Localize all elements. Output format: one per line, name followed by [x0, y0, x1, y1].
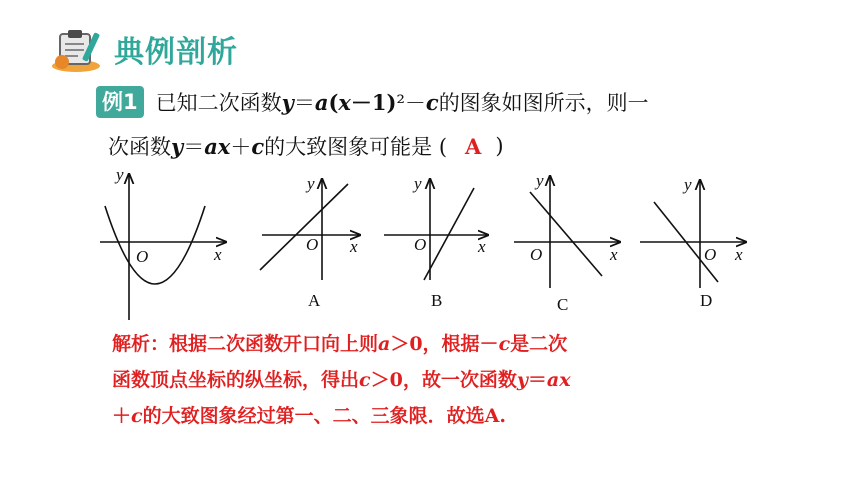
- solution-run: ＞0，根据－: [390, 333, 499, 355]
- equation-run: －: [404, 91, 426, 115]
- solution-run: 函数顶点坐标的纵坐标，得出: [112, 369, 360, 391]
- option-label-c: C: [557, 295, 569, 314]
- equation-run: x: [338, 90, 351, 115]
- equation-run: y: [171, 134, 184, 159]
- solution-run: 的大致图象经过第一、二、三象限．故选A.: [142, 405, 506, 427]
- origin-label: O: [306, 235, 319, 254]
- solution-run: 是二次: [510, 333, 568, 355]
- origin-label: O: [704, 245, 717, 264]
- quadratic-equation: [282, 87, 439, 117]
- solution-run: y: [516, 369, 528, 391]
- equation-run: c: [251, 134, 265, 159]
- axis-label-x: x: [735, 245, 743, 264]
- graph-option-a: [260, 174, 360, 310]
- axis-label-y: y: [684, 175, 692, 194]
- question-text-2b: 的大致图象可能是 (: [264, 135, 448, 159]
- axis-label-x: x: [214, 245, 222, 264]
- solution-run: a: [378, 333, 391, 355]
- question-text-1b: 的图象如图所示，则一: [438, 91, 649, 115]
- solution-run: c: [131, 405, 143, 427]
- solution-run: ＋: [112, 405, 132, 427]
- question-text-2c: ): [495, 134, 504, 158]
- graph-option-b: [384, 174, 488, 310]
- solution-line-1: [112, 326, 752, 362]
- solution-run: ＝: [527, 369, 547, 391]
- axis-label-x: x: [478, 237, 486, 256]
- graph-option-d: [640, 175, 746, 310]
- axis-label-y: y: [307, 174, 315, 193]
- option-label-b: B: [431, 291, 443, 310]
- example-badge: 例1: [96, 86, 144, 118]
- axis-label-x: x: [350, 237, 358, 256]
- answer-choice: A: [465, 133, 482, 159]
- solution-run: c: [359, 369, 371, 391]
- solution-run: ＞0，故一次函数: [370, 369, 517, 391]
- question-text-2a: 次函数: [108, 135, 171, 159]
- equation-run: a: [314, 90, 329, 115]
- equation-run: c: [425, 90, 439, 115]
- option-label-a: A: [308, 291, 321, 310]
- section-header: [50, 24, 238, 74]
- axis-label-y: y: [116, 165, 124, 184]
- equation-run: ＝: [183, 135, 205, 159]
- equation-run: ax: [204, 134, 231, 159]
- solution-text: [112, 326, 752, 434]
- solution-line-3: [112, 398, 752, 434]
- equation-run: y: [281, 90, 294, 115]
- question-text-1a: 已知二次函数: [155, 91, 282, 115]
- equation-run: ＋: [230, 135, 252, 159]
- axis-label-x: x: [610, 245, 618, 264]
- question-line-1: [96, 86, 649, 118]
- solution-run: c: [498, 333, 511, 355]
- section-title: 典例剖析: [114, 35, 238, 70]
- solution-run: 解析：根据二次函数开口向上则: [112, 333, 379, 355]
- solution-run: ax: [546, 369, 571, 391]
- question-line-2: [108, 130, 504, 162]
- solution-line-2: [112, 362, 752, 398]
- equation-run: (: [328, 90, 339, 115]
- axis-label-y: y: [414, 174, 422, 193]
- origin-label: O: [530, 245, 543, 264]
- origin-label: O: [136, 247, 149, 266]
- clipboard-pencil-icon: [50, 24, 108, 74]
- axis-label-y: y: [536, 171, 544, 190]
- equation-run: －1): [350, 90, 397, 115]
- option-label-d: D: [700, 291, 713, 310]
- graph-option-c: [514, 171, 620, 314]
- parabola-graph: [100, 165, 226, 320]
- linear-equation: [171, 131, 264, 161]
- function-graphs: [0, 164, 860, 324]
- origin-label: O: [414, 235, 427, 254]
- equation-run: ²: [396, 91, 405, 115]
- equation-run: ＝: [293, 91, 315, 115]
